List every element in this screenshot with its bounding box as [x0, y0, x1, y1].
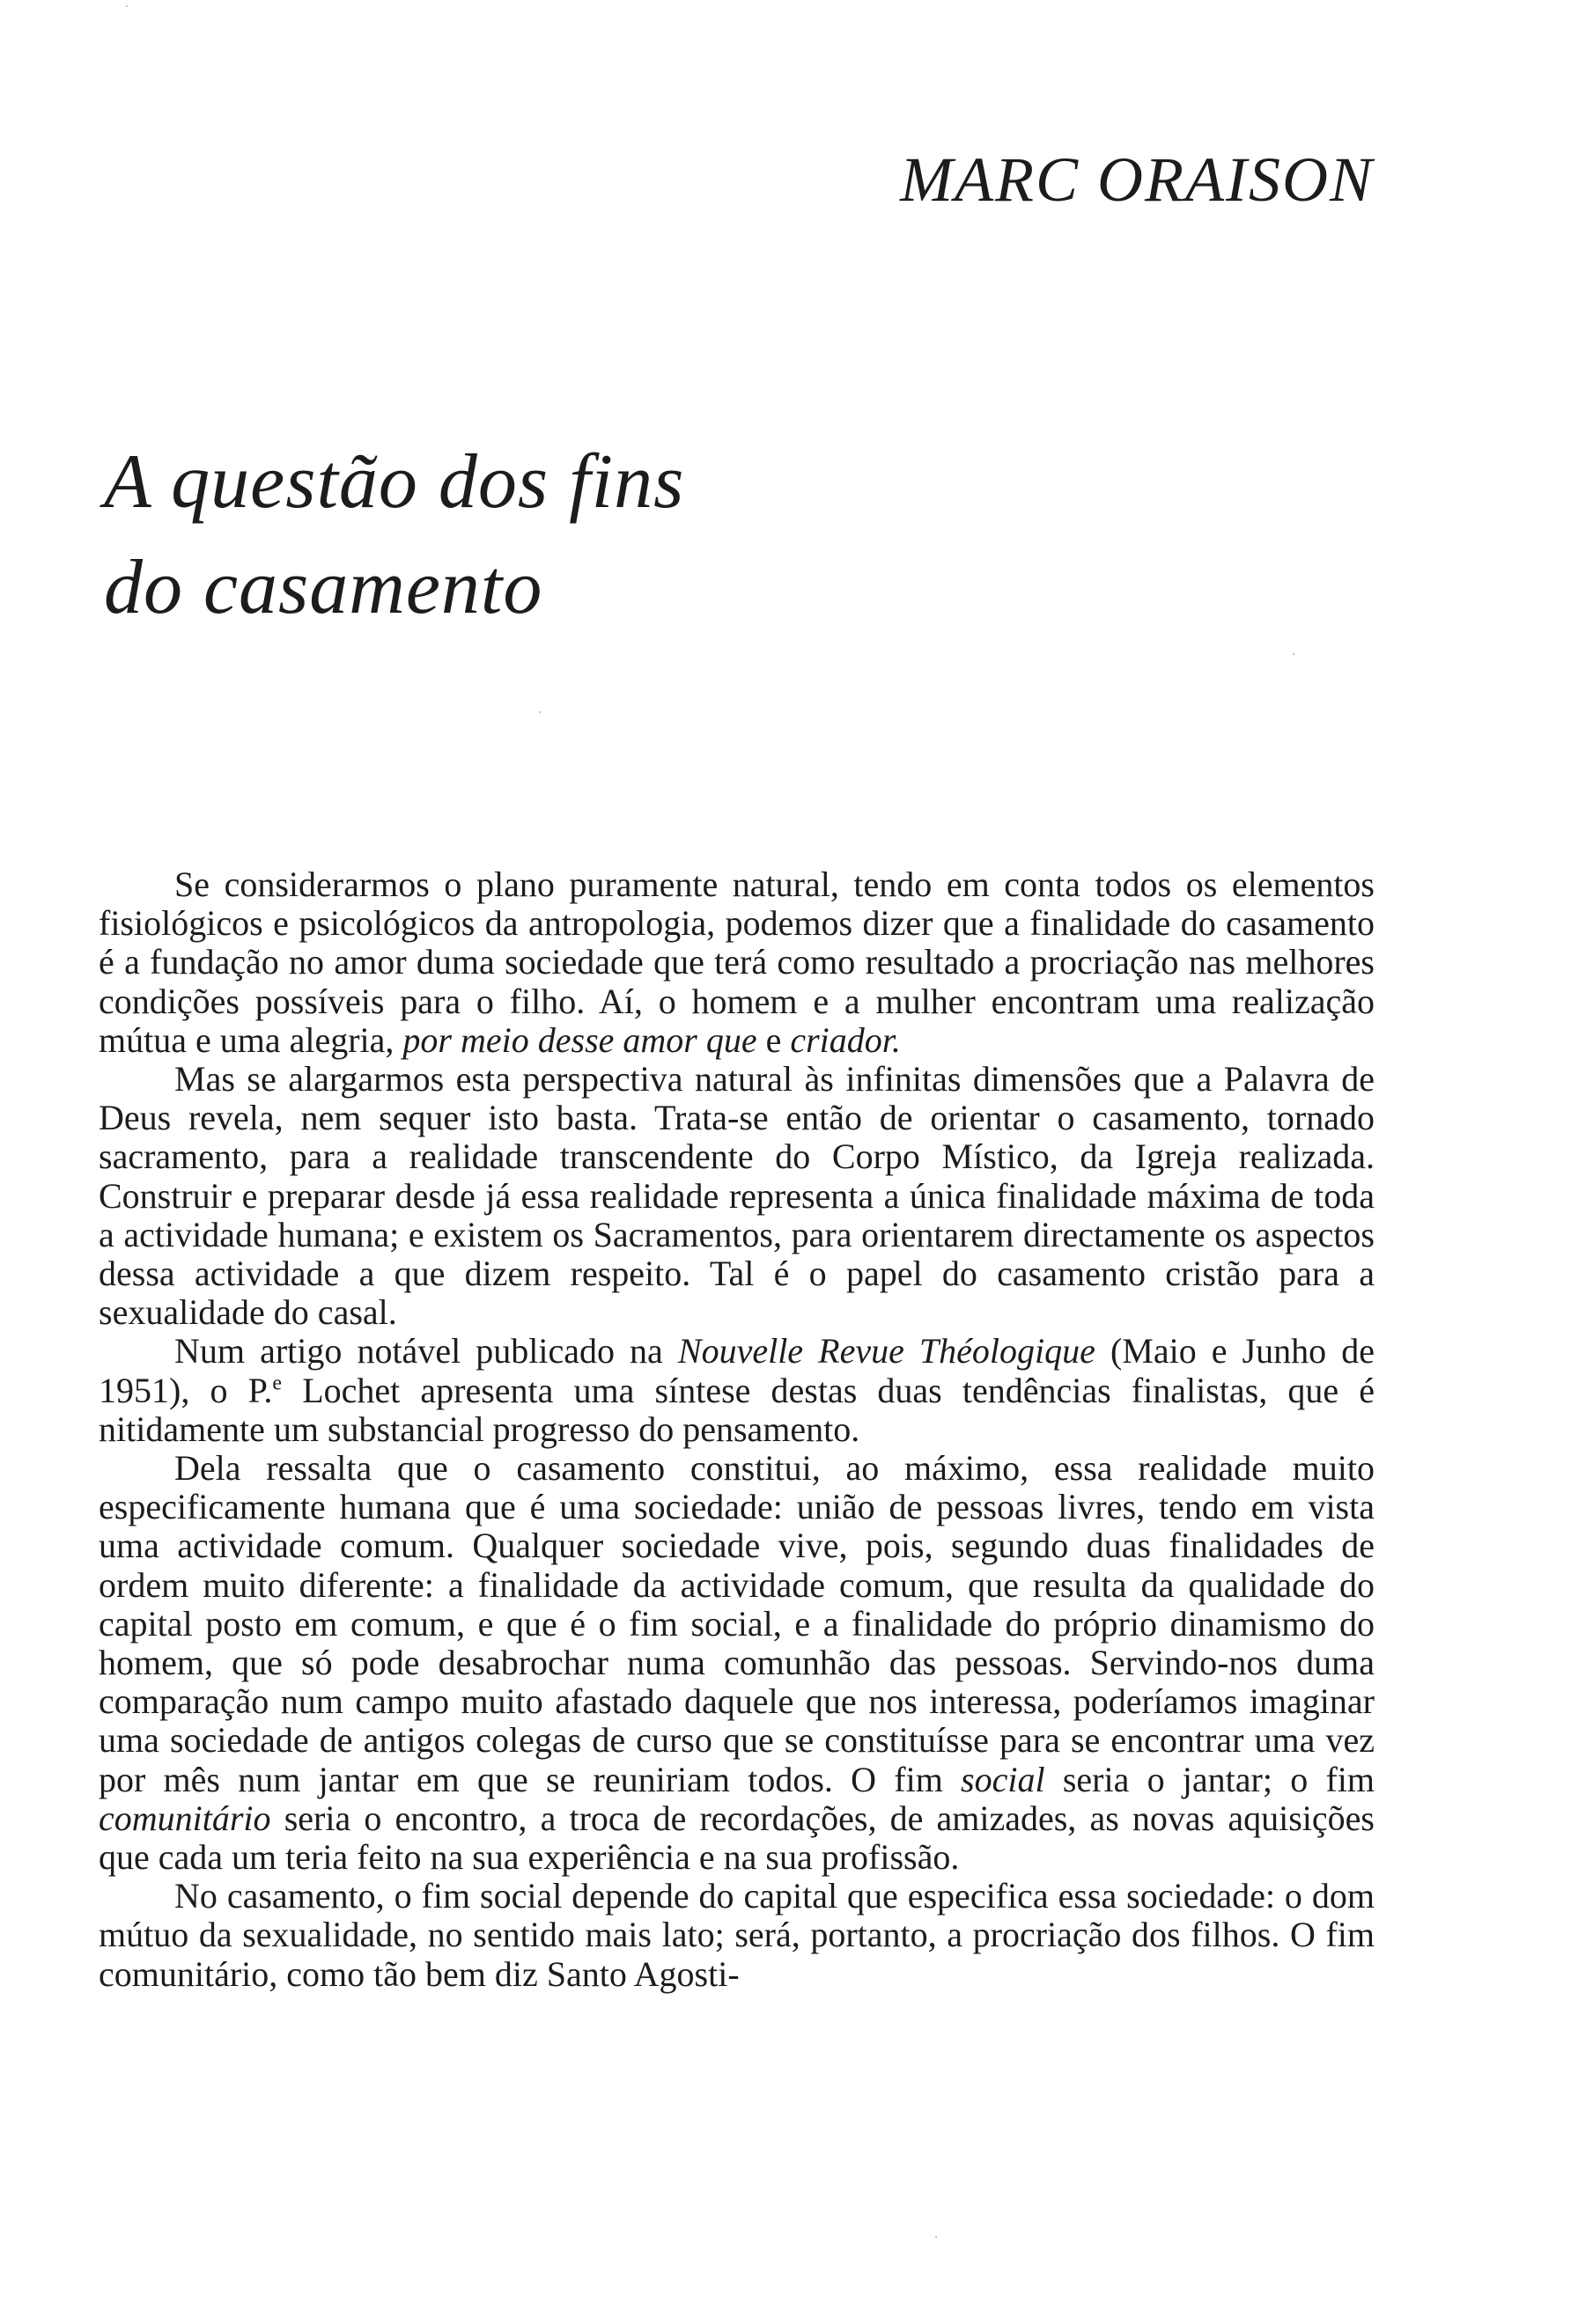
article-title	[104, 430, 684, 641]
journal-title: Nouvelle Revue Théologique	[677, 1331, 1095, 1372]
scan-speck	[1293, 653, 1294, 655]
paragraph-3: Num artigo notável publicado na Nouvelle Revue Théologique (Maio e Junho de 1951), o P.$^e$ Lochet apresenta uma síntese destas duas tendências finalistas, que é nitidamente um substancial progresso do pensamento.	[99, 1331, 1375, 1449]
scan-speck	[539, 711, 541, 713]
emphasis: comunitário	[99, 1798, 271, 1838]
emphasis: por meio desse amor que	[402, 1019, 757, 1060]
emphasis: criador.	[790, 1019, 901, 1060]
author-name: MARC ORAISON	[900, 144, 1374, 215]
title-line-1: A questão dos fins	[104, 439, 685, 525]
paragraph-2: Mas se alargarmos esta perspectiva natural às infinitas dimensões que a Palavra de Deus revela, nem sequer isto basta. Trata-se então de orientar o casamento, tornado sacramento, para a realidade transcendente do Corpo Místico, da Igreja realizada. Construir e preparar desde já essa realidade representa a única finalidade máxima de toda a actividade humana; e existem os Sacramentos, para orientarem directamente os aspectos dessa actividade a que dizem respeito. Tal é o papel do casamento cristão para a sexualidade do casal.	[99, 1059, 1375, 1333]
scan-speck	[126, 5, 128, 7]
paragraph-4: Dela ressalta que o casamento constitui, ao máximo, essa realidade muito especificamente humana que é uma sociedade: união de pessoas livres, tendo em vista uma actividade comum. Qualquer sociedade vive, pois, segundo duas finalidades de ordem muito diferente: a finalidade da actividade comum, que resulta da qualidade do capital posto em comum, e que é o fim social, e a finalidade do próprio dinamismo do homem, que só pode desabrochar numa comunhão das pessoas. Servindo-nos duma comparação num campo muito afastado daquele que nos interessa, poderíamos imaginar uma sociedade de antigos colegas de curso que se constituísse para se encontrar uma vez por mês num jantar em que se reuniriam todos. O fim social seria o jantar; o fim comunitário seria o encontro, a troca de recordações, de amizades, as novas aquisições que cada um teria feito na sua experiência e na sua profissão.	[99, 1448, 1375, 1878]
paragraph-5: No casamento, o fim social depende do capital que especifica essa sociedade: o dom mútuo da sexualidade, no sentido mais lato; será, portanto, a procriação dos filhos. O fim comunitário, como tão bem diz Santo Agosti-	[99, 1876, 1375, 1994]
emphasis: social	[961, 1759, 1045, 1799]
article-body	[99, 865, 1375, 1994]
paragraph-1: Se considerarmos o plano puramente natural, tendo em conta todos os elementos fisiológicos e psicológicos da antropologia, podemos dizer que a finalidade do casamento é a fundação no amor duma sociedade que terá como resultado a procriação nas melhores condições possíveis para o filho. Aí, o homem e a mulher encontram uma realização mútua e uma alegria, por meio desse amor que e criador.	[99, 864, 1375, 1060]
scan-speck	[935, 2236, 937, 2238]
title-line-2: do casamento	[104, 545, 543, 630]
superscript: e	[272, 1372, 283, 1395]
